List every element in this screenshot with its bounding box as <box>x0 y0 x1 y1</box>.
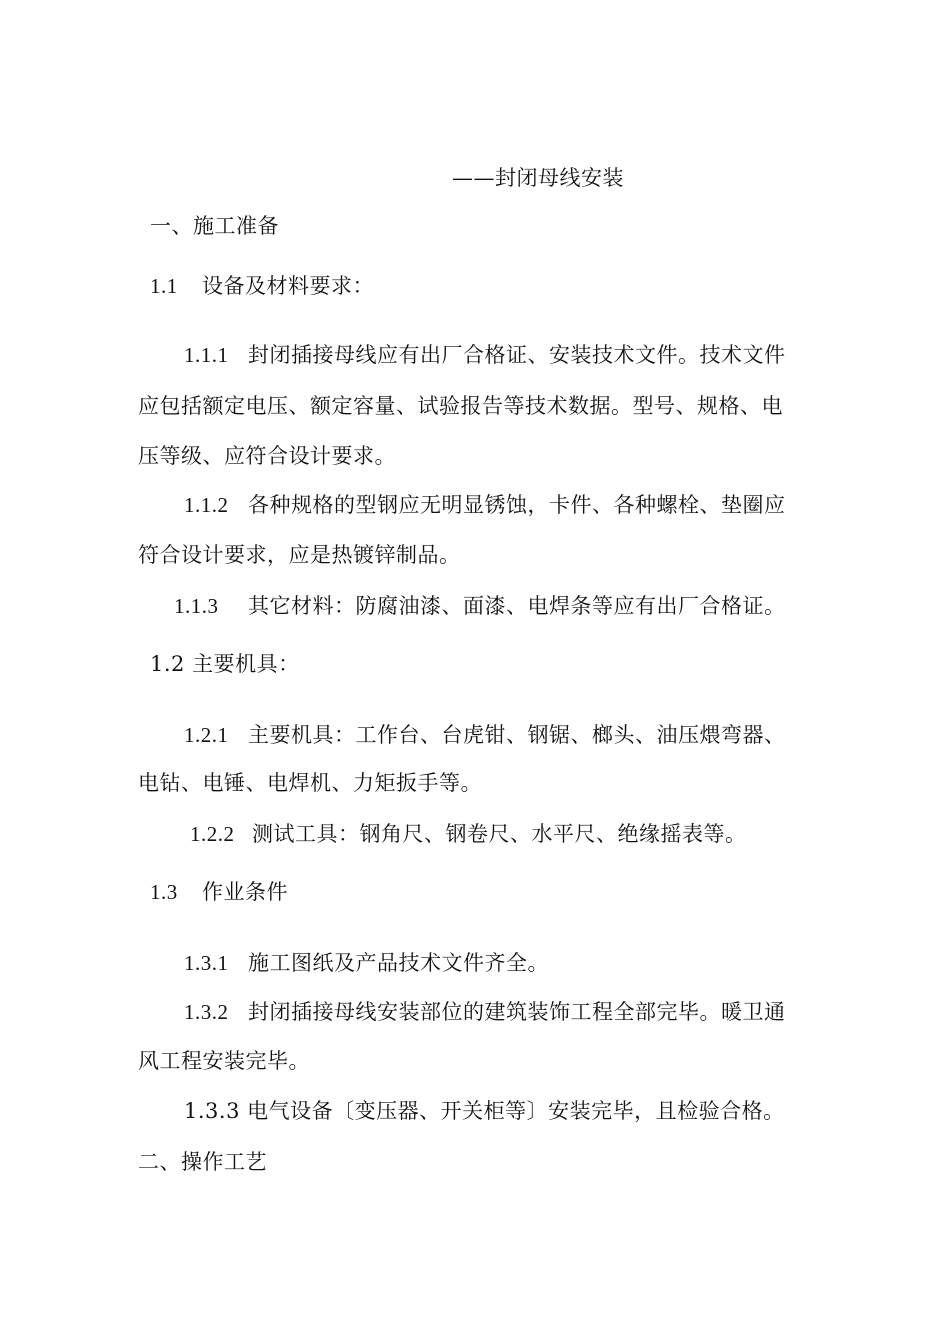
document-subtitle: ——封闭母线安装 <box>452 166 624 190</box>
paragraph-text: 主要机具：工作台、台虎钳、钢锯、榔头、油压煨弯器、 <box>248 723 786 747</box>
paragraph-text: 其它材料：防腐油漆、面漆、电焊条等应有出厂合格证。 <box>248 594 786 618</box>
paragraph-1-1-2-line1 <box>184 495 786 516</box>
subsection-title: 作业条件 <box>202 880 288 904</box>
subsection-number: 1.1 <box>150 274 178 298</box>
paragraph-1-2-2 <box>190 824 747 845</box>
subsection-heading-1-2: 1.2 主要机具： <box>150 652 300 676</box>
paragraph-text: 施工图纸及产品技术文件齐全。 <box>248 951 549 975</box>
paragraph-number: 1.1.1 <box>184 343 229 367</box>
subsection-number: 1.3 <box>150 880 178 904</box>
paragraph-1-2-1-line1 <box>184 725 786 746</box>
paragraph-1-1-1-line1 <box>184 345 786 366</box>
paragraph-1-1-1-line2: 应包括额定电压、额定容量、试验报告等技术数据。型号、规格、电 <box>138 394 783 418</box>
subsection-title: 设备及材料要求： <box>202 274 374 298</box>
paragraph-1-1-2-line2: 符合设计要求，应是热镀锌制品。 <box>138 543 461 567</box>
section-heading-2: 二、操作工艺 <box>138 1150 267 1174</box>
paragraph-text: 测试工具：钢角尺、钢卷尺、水平尺、绝缘摇表等。 <box>252 822 747 846</box>
paragraph-number: 1.3.1 <box>184 951 229 975</box>
paragraph-1-1-1-line3: 压等级、应符合设计要求。 <box>138 444 396 468</box>
paragraph-text: 各种规格的型钢应无明显锈蚀，卡件、各种螺栓、垫圈应 <box>248 493 786 517</box>
paragraph-1-3-3: 1.3.3 电气设备〔变压器、开关柜等〕安装完毕，且检验合格。 <box>184 1099 785 1123</box>
paragraph-number: 1.1.2 <box>184 493 229 517</box>
paragraph-1-3-2-line1 <box>184 1002 786 1023</box>
subsection-heading-1-1 <box>150 276 374 297</box>
subsection-heading-1-3 <box>150 882 288 903</box>
section-heading-1: 一、施工准备 <box>150 214 279 238</box>
paragraph-1-2-1-line2: 电钻、电锤、电焊机、力矩扳手等。 <box>138 771 482 795</box>
paragraph-1-3-2-line2: 风工程安装完毕。 <box>138 1049 310 1073</box>
paragraph-1-3-1 <box>184 953 549 974</box>
paragraph-1-1-3 <box>174 596 786 617</box>
paragraph-number: 1.2.2 <box>190 822 235 846</box>
paragraph-number: 1.3.2 <box>184 1000 229 1024</box>
paragraph-number: 1.2.1 <box>184 723 229 747</box>
paragraph-text: 封闭插接母线应有出厂合格证、安装技术文件。技术文件 <box>248 343 786 367</box>
paragraph-text: 封闭插接母线安装部位的建筑装饰工程全部完毕。暖卫通 <box>248 1000 786 1024</box>
paragraph-number: 1.1.3 <box>174 594 219 618</box>
